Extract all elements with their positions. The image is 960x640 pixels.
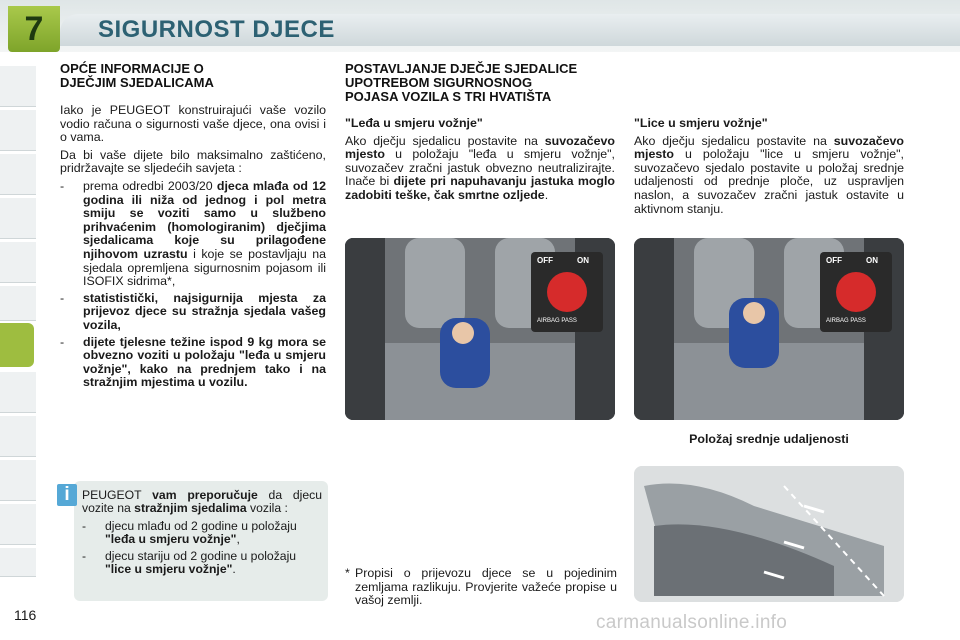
airbag-switch-on bbox=[836, 272, 876, 312]
bullet-dash: - bbox=[60, 290, 65, 305]
page-number: 116 bbox=[14, 607, 37, 623]
mid-body bbox=[345, 117, 615, 207]
seat-rail-diagram bbox=[634, 466, 904, 602]
chapter-rail-tab-2[interactable] bbox=[0, 110, 36, 151]
mid-heading bbox=[345, 62, 625, 104]
list-item bbox=[82, 550, 322, 577]
airbag-pass-label: AIRBAG PASS bbox=[537, 318, 577, 324]
mid-heading-line2: UPOTREBOM SIGURNOSNOG bbox=[345, 75, 533, 90]
airbag-on-label: ON bbox=[577, 256, 589, 265]
airbag-pass-label: AIRBAG PASS bbox=[826, 318, 866, 324]
airbag-panel bbox=[531, 252, 603, 332]
page-title: SIGURNOST DJECE bbox=[98, 16, 335, 43]
left-heading bbox=[60, 62, 330, 90]
list-item-text: dijete tjelesne težine ispod 9 kg mora se obvezno voziti u položaju "leđa u smjeru vožnje", kako na prednjem tako i na stražnjim mjestima u vozilu. bbox=[83, 334, 326, 390]
left-column bbox=[60, 62, 330, 90]
advice-intro: Da bi vaše dijete bilo maksimalno zaštićeno, pridržavajte se sljedećih savjeta : bbox=[60, 147, 326, 176]
chapter-rail-tab-9[interactable] bbox=[0, 416, 36, 457]
emphasis: djeca mlađa od 12 godina ili niža od jednog i pol metra smiju se voziti samo u službeno prihvaćenim (homologiranim) dječjima sjedalicama koje su prilagođene njihovom uzrastu bbox=[83, 178, 327, 261]
info-icon: i bbox=[57, 484, 77, 506]
list-item-text: prema odredbi 2003/20 djeca mlađa od 12 godina ili niža od jednog i pol metra smiju se voziti samo u službeno prihvaćenim (homologiranim) dječjima sjedalicama koje su prilagođene njihovom uzrastu i koje se postavljaju na sjedala opremljena sigurnosnim pojasom ili ISOFIX sidrima*, bbox=[83, 178, 327, 289]
list-item bbox=[60, 180, 326, 289]
mid-heading-line1: POSTAVLJANJE DJEČJE SJEDALICE bbox=[345, 61, 578, 76]
image-caption: Položaj srednje udaljenosti bbox=[689, 432, 849, 446]
left-heading-line2: DJEČJIM SJEDALICAMA bbox=[60, 75, 214, 90]
chapter-rail-tab-3[interactable] bbox=[0, 154, 36, 195]
chapter-rail-tab-8[interactable] bbox=[0, 372, 36, 413]
forward-facing-subheading: "Lice u smjeru vožnje" bbox=[634, 116, 768, 130]
list-item bbox=[82, 520, 322, 547]
list-item-text: djecu stariju od 2 godine u položaju "lice u smjeru vožnje". bbox=[105, 548, 297, 577]
rear-facing-paragraph: Ako dječju sjedalicu postavite na suvozačevo mjesto u položaju "leđa u smjeru vožnje", suvozačev zračni jastuk obvezno neutralizirajte. Inače bi dijete pri napuhavanju jastuka moglo zadobiti teške, čak smrtne ozljede. bbox=[345, 133, 615, 202]
chapter-number: 7 bbox=[24, 10, 44, 48]
list-item bbox=[60, 292, 326, 333]
info-box-text bbox=[82, 489, 322, 579]
list-item-text: statististički, najsigurnija mjesta za prijevoz djece su stražnja sjedala vašeg vozila, bbox=[83, 290, 326, 332]
left-heading-line1: OPĆE INFORMACIJE O bbox=[60, 61, 204, 76]
left-body bbox=[60, 104, 326, 393]
footnote-text: Propisi o prijevozu djece se u pojedinim zemljama razlikuju. Provjerite važeće propise u vašoj zemlji. bbox=[355, 566, 617, 608]
airbag-switch-off bbox=[547, 272, 587, 312]
list-item bbox=[60, 336, 326, 390]
chapter-rail-tab-5[interactable] bbox=[0, 242, 36, 283]
footnote bbox=[345, 567, 617, 608]
watermark: carmanualsonline.info bbox=[596, 612, 788, 633]
intro-paragraph: Iako je PEUGEOT konstruirajući vaše vozilo vodio računa o sigurnosti vaše djece, ona ovisi i o vama. bbox=[60, 103, 326, 145]
airbag-on-label: ON bbox=[866, 256, 878, 265]
forward-facing-paragraph: Ako dječju sjedalicu postavite na suvozačevo mjesto u položaju "lice u smjeru vožnje", suvozačevo sjedalo postavite u položaj srednje udaljenosti od prednje ploče, uz uspravljen naslon, a suvozačev zračni jastuk ostavite u aktivnom stanju. bbox=[634, 133, 904, 216]
chapter-rail-tab-1[interactable] bbox=[0, 66, 36, 107]
chapter-rail-tab-12[interactable] bbox=[0, 548, 36, 577]
rear-facing-subheading: "Leđa u smjeru vožnje" bbox=[345, 116, 483, 130]
rear-facing-seat-illustration bbox=[345, 238, 615, 420]
bullet-dash: - bbox=[82, 518, 87, 533]
forward-facing-seat-illustration bbox=[634, 238, 904, 420]
chapter-rail-tab-active[interactable] bbox=[0, 323, 34, 367]
chapter-rail-tab-4[interactable] bbox=[0, 198, 36, 239]
list-item-text: djecu mlađu od 2 godine u položaju "leđa u smjeru vožnje", bbox=[105, 518, 297, 547]
right-body bbox=[634, 117, 904, 220]
footnote-star: * bbox=[345, 566, 350, 580]
seat-distance-illustration bbox=[634, 466, 904, 602]
bullet-dash: - bbox=[82, 548, 87, 563]
bullet-dash: - bbox=[60, 178, 65, 193]
chapter-rail-tab-6[interactable] bbox=[0, 286, 36, 321]
airbag-off-label: OFF bbox=[826, 256, 842, 265]
airbag-panel bbox=[820, 252, 892, 332]
chapter-rail-tab-10[interactable] bbox=[0, 460, 36, 501]
chapter-rail-tab-11[interactable] bbox=[0, 504, 36, 545]
mid-heading-line3: POJASA VOZILA S TRI HVATIŠTA bbox=[345, 89, 552, 104]
info-paragraph: PEUGEOT vam preporučuje da djecu vozite na stražnjim sjedalima vozila : bbox=[82, 488, 323, 516]
airbag-off-label: OFF bbox=[537, 256, 553, 265]
bullet-dash: - bbox=[60, 334, 65, 349]
